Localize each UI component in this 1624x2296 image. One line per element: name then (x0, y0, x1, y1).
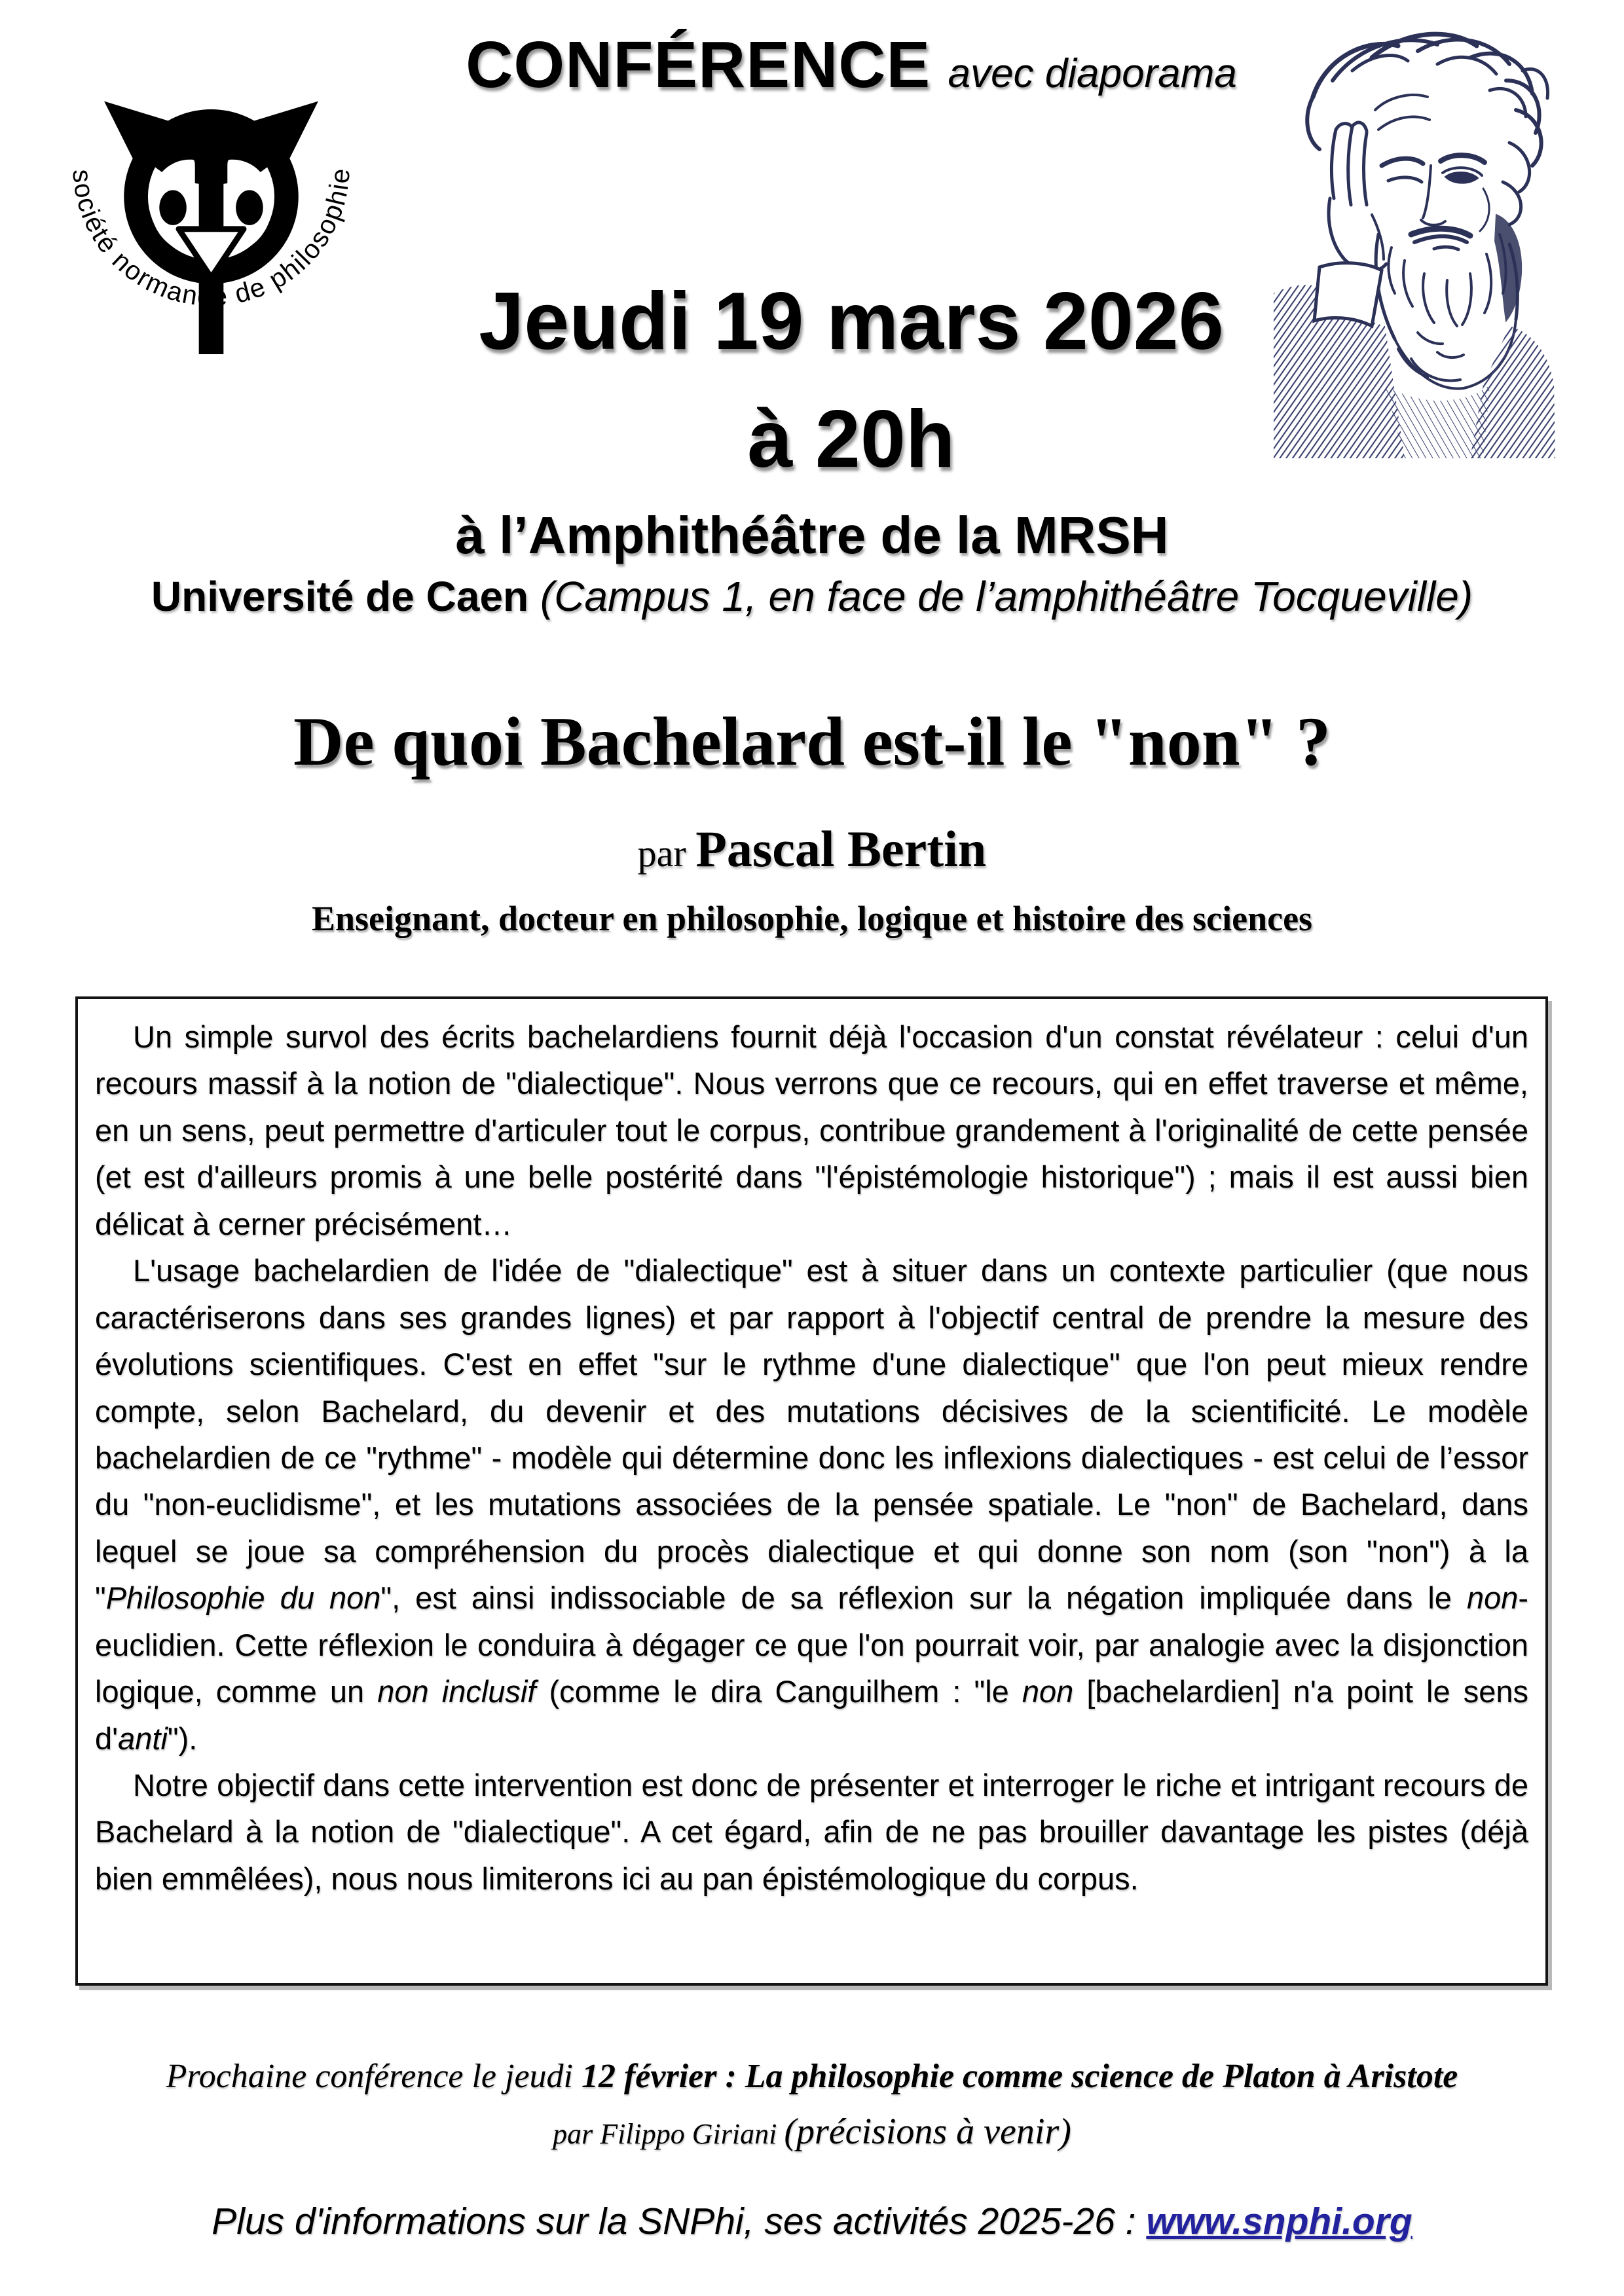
next-lecture-line: Prochaine conférence le jeudi 12 février : La philosophie comme science de Platon à Aristote (166, 2058, 1458, 2095)
logo-circular-text: société normande de philosophie (67, 166, 356, 312)
info-text: Plus d'informations sur la SNPhi, ses activités 2025-26 : (212, 2200, 1147, 2242)
campus-note: (Campus 1, en face de l’amphithéâtre Tocqueville) (540, 573, 1473, 620)
university-name: Université de Caen (151, 573, 529, 620)
owl-eye-icon (236, 190, 263, 225)
header-line (79, 27, 1624, 103)
speaker-line (0, 820, 1624, 879)
abstract-box (75, 996, 1548, 1986)
abstract-paragraph-2: L'usage bachelardien de l'idée de "dialectique" est à situer dans un contexte particulier (que nous caractériserons dans ses grandes lignes) et par rapport à l'objectif central de prendre la mesure des évolutions scientifiques. C'est en effet "sur le rythme d'une dialectique" que l'on peut mieux rendre compte, selon Bachelard, du devenir et des mutations décisives de la scientificité. Le modèle bachelardien de ce "rythme" - modèle qui détermine donc les inflexions dialectiques - est celui de l’essor du "non-euclidisme", et les mutations associées de la pensée spatiale. Le "non" de Bachelard, dans lequel se joue sa compréhension du procès dialectique et qui donne son nom (son "non") à la "Philosophie du non", est ainsi indissociable de sa réflexion sur la négation impliquée dans le non-euclidien. Cette réflexion le conduira à dégager ce que l'on pourrait voir, par analogie avec la disjonction logique, comme un non inclusif (comme le dira Canguilhem : "le non [bachelardien] n'a point le sens d'anti"). (95, 1253, 1529, 1756)
next-lecture-prefix: Prochaine conférence le jeudi (166, 2058, 581, 2095)
abstract-paragraph-3: Notre objectif dans cette intervention est donc de présenter et interroger le riche et intrigant recours de Bachelard à la notion de "dialectique". A cet égard, afin de ne pas brouiller davantage les pistes (déjà bien emmêlées), nous nous limiterons ici au pan épistémologique du corpus. (95, 1768, 1528, 1896)
conference-subtitle: avec diaporama (948, 51, 1237, 96)
owl-eye-icon (159, 190, 187, 225)
next-lecture-title: La philosophie comme science de Platon à Aristote (745, 2058, 1458, 2095)
talk-title: De quoi Bachelard est-il le "non" ? (293, 703, 1331, 780)
next-lecture-note: (précisions à venir) (784, 2111, 1071, 2152)
conference-title: CONFÉRENCE (466, 28, 931, 101)
speaker-role: Enseignant, docteur en philosophie, logique et histoire des sciences (311, 899, 1313, 938)
next-lecture-speaker-line (0, 2111, 1624, 2153)
event-time: à 20h (747, 394, 955, 484)
event-date: Jeudi 19 mars 2026 (479, 276, 1224, 367)
abstract-paragraph-1: Un simple survol des écrits bachelardiens fournit déjà l'occasion d'un constat révélateur : celui d'un recours massif à la notion de "dialectique". Nous verrons que ce recours, qui en effet traverse et même, en un sens, peut permettre d'articuler tout le corpus, contribue grandement à l'originalité de cette pensée (et est d'ailleurs promis à une belle postérité dans "l'épistémologie historique") ; mais il est aussi bien délicat à cerner précisément… (95, 1019, 1528, 1241)
by-label: par (637, 832, 696, 875)
info-line (0, 2200, 1624, 2243)
speaker-name: Pascal Bertin (695, 820, 987, 877)
next-lecture-date: 12 février (581, 2058, 717, 2095)
next-lecture-speaker: par Filippo Giriani (553, 2118, 784, 2150)
event-university-line (0, 572, 1624, 621)
snphi-website-link[interactable]: www.snphi.org (1146, 2200, 1412, 2242)
event-venue: à l’Amphithéâtre de la MRSH (455, 506, 1169, 564)
